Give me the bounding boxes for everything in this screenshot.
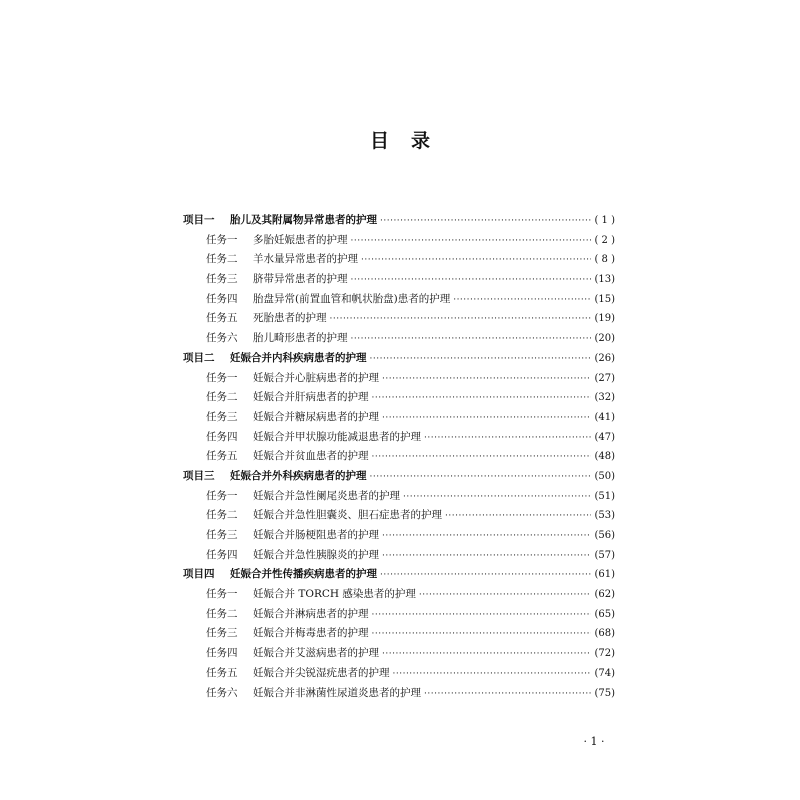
- dot-leader: [370, 354, 592, 364]
- entry-page: (32): [594, 392, 615, 404]
- dot-leader: [351, 236, 592, 246]
- dot-leader: [372, 452, 592, 462]
- toc-task-entry[interactable]: [183, 310, 615, 330]
- toc-project-entry[interactable]: [183, 566, 615, 586]
- entry-title: 脐带异常患者的护理: [253, 273, 348, 286]
- entry-page: ( 2 ): [594, 234, 615, 246]
- title-char-2: 录: [411, 130, 431, 152]
- dot-leader: [424, 689, 591, 699]
- entry-page: (56): [594, 530, 615, 541]
- entry-title: 妊娠合并内科疾病患者的护理: [230, 351, 367, 364]
- toc-task-entry[interactable]: [183, 251, 615, 271]
- dot-leader: [382, 374, 591, 384]
- entry-number: 项目四: [183, 568, 215, 581]
- entry-title: 妊娠合并甲状腺功能减退患者的护理: [253, 430, 421, 443]
- entry-title: 胎盘异常(前置血管和帆状胎盘)患者的护理: [253, 292, 451, 305]
- entry-page: (68): [594, 628, 615, 640]
- toc-task-entry[interactable]: [183, 645, 615, 665]
- entry-number: 任务三: [206, 529, 238, 541]
- entry-page: (65): [594, 608, 615, 620]
- dot-leader: [372, 610, 592, 620]
- dot-leader: [419, 590, 592, 600]
- dot-leader: [382, 531, 591, 541]
- toc-project-entry[interactable]: [183, 468, 615, 488]
- entry-title: 妊娠合并急性胰腺炎的护理: [253, 548, 379, 561]
- entry-number: 任务二: [206, 607, 238, 620]
- toc-task-entry[interactable]: [183, 625, 615, 645]
- entry-page: (48): [594, 451, 615, 463]
- entry-page: ( 1 ): [594, 215, 615, 226]
- toc-task-entry[interactable]: [183, 448, 615, 468]
- toc-task-entry[interactable]: [183, 429, 615, 449]
- toc-task-entry[interactable]: [183, 665, 615, 685]
- toc-task-entry[interactable]: [183, 370, 615, 390]
- entry-page: (41): [594, 411, 615, 423]
- entry-page: (19): [594, 313, 615, 325]
- page-number: · 1 ·: [583, 735, 605, 748]
- dot-leader: [453, 295, 591, 305]
- toc-task-entry[interactable]: [183, 547, 615, 567]
- entry-page: (74): [594, 667, 615, 679]
- dot-leader: [361, 255, 591, 265]
- entry-number: 任务二: [206, 253, 238, 266]
- entry-title: 胎儿畸形患者的护理: [253, 332, 348, 345]
- entry-page: (13): [594, 274, 615, 286]
- entry-page: (20): [594, 333, 615, 345]
- entry-number: 项目一: [183, 214, 215, 226]
- dot-leader: [372, 629, 592, 639]
- entry-page: (62): [594, 589, 615, 601]
- dot-leader: [330, 314, 592, 324]
- entry-number: 任务四: [206, 430, 238, 443]
- toc-task-entry[interactable]: [183, 291, 615, 311]
- entry-number: 任务二: [206, 391, 238, 404]
- entry-number: 任务四: [206, 292, 238, 305]
- entry-number: 任务五: [206, 450, 238, 463]
- entry-page: (61): [594, 569, 615, 581]
- entry-title: 胎儿及其附属物异常患者的护理: [230, 214, 377, 226]
- entry-number: 任务六: [206, 332, 238, 345]
- toc-task-entry[interactable]: [183, 488, 615, 508]
- entry-title: 死胎患者的护理: [253, 312, 327, 325]
- entry-page: (26): [594, 352, 615, 364]
- entry-number: 任务三: [206, 273, 238, 286]
- entry-page: (15): [594, 293, 615, 305]
- toc-task-entry[interactable]: [183, 389, 615, 409]
- dot-leader: [380, 216, 591, 226]
- entry-page: (75): [594, 687, 615, 699]
- entry-title: 妊娠合并急性阑尾炎患者的护理: [253, 489, 400, 502]
- entry-page: (51): [594, 490, 615, 502]
- entry-number: 任务一: [206, 233, 238, 246]
- entry-number: 项目二: [183, 351, 215, 364]
- entry-title: 妊娠合并非淋菌性尿道炎患者的护理: [253, 686, 421, 699]
- toc-task-entry[interactable]: [183, 586, 615, 606]
- entry-page: (50): [594, 470, 615, 482]
- dot-leader: [351, 334, 592, 344]
- dot-leader: [393, 669, 592, 679]
- table-of-contents: [183, 212, 615, 704]
- entry-title: 羊水量异常患者的护理: [253, 253, 358, 266]
- entry-title: 妊娠合并梅毒患者的护理: [253, 627, 369, 640]
- toc-task-entry[interactable]: [183, 330, 615, 350]
- title-char-1: 目: [369, 130, 389, 152]
- entry-number: 任务一: [206, 371, 238, 384]
- entry-page: ( 8 ): [594, 254, 615, 266]
- entry-title: 妊娠合并贫血患者的护理: [253, 450, 369, 463]
- toc-task-entry[interactable]: [183, 685, 615, 705]
- toc-project-entry[interactable]: [183, 212, 615, 232]
- entry-number: 任务五: [206, 312, 238, 325]
- entry-title: 妊娠合并淋病患者的护理: [253, 607, 369, 620]
- entry-page: (57): [594, 549, 615, 561]
- entry-title: 妊娠合并心脏病患者的护理: [253, 371, 379, 384]
- dot-leader: [372, 393, 592, 403]
- entry-title: 妊娠合并艾滋病患者的护理: [253, 647, 379, 660]
- entry-title: 多胎妊娠患者的护理: [253, 233, 348, 246]
- entry-title: 妊娠合并肠梗阻患者的护理: [253, 529, 379, 541]
- entry-page: (72): [594, 648, 615, 660]
- page-title: [0, 126, 800, 153]
- entry-title: 妊娠合并急性胆囊炎、胆石症患者的护理: [253, 509, 442, 522]
- toc-project-entry[interactable]: [183, 350, 615, 370]
- toc-task-entry[interactable]: [183, 409, 615, 429]
- entry-number: 任务三: [206, 627, 238, 640]
- entry-number: 任务五: [206, 666, 238, 679]
- entry-number: 任务二: [206, 509, 238, 522]
- entry-number: 任务一: [206, 588, 238, 601]
- entry-title: 妊娠合并外科疾病患者的护理: [230, 469, 367, 482]
- entry-number: 任务四: [206, 548, 238, 561]
- entry-title: 妊娠合并糖尿病患者的护理: [253, 410, 379, 423]
- dot-leader: [382, 551, 591, 561]
- dot-leader: [382, 413, 591, 423]
- entry-title: 妊娠合并肝病患者的护理: [253, 391, 369, 404]
- entry-title: 妊娠合并 TORCH 感染患者的护理: [253, 588, 416, 601]
- toc-task-entry[interactable]: [183, 606, 615, 626]
- entry-page: (27): [594, 372, 615, 384]
- entry-number: 任务四: [206, 647, 238, 660]
- entry-number: 任务三: [206, 410, 238, 423]
- toc-task-entry[interactable]: [183, 507, 615, 527]
- dot-leader: [351, 275, 592, 285]
- dot-leader: [370, 472, 592, 482]
- entry-page: (47): [594, 431, 615, 443]
- dot-leader: [445, 511, 591, 521]
- entry-number: 项目三: [183, 469, 215, 482]
- toc-task-entry[interactable]: [183, 527, 615, 547]
- dot-leader: [424, 433, 591, 443]
- entry-title: 妊娠合并性传播疾病患者的护理: [230, 568, 377, 581]
- entry-number: 任务六: [206, 686, 238, 699]
- entry-page: (53): [594, 510, 615, 522]
- dot-leader: [403, 492, 591, 502]
- toc-task-entry[interactable]: [183, 271, 615, 291]
- entry-number: 任务一: [206, 489, 238, 502]
- dot-leader: [382, 649, 591, 659]
- dot-leader: [380, 570, 591, 580]
- entry-title: 妊娠合并尖锐湿疣患者的护理: [253, 666, 390, 679]
- toc-task-entry[interactable]: [183, 232, 615, 252]
